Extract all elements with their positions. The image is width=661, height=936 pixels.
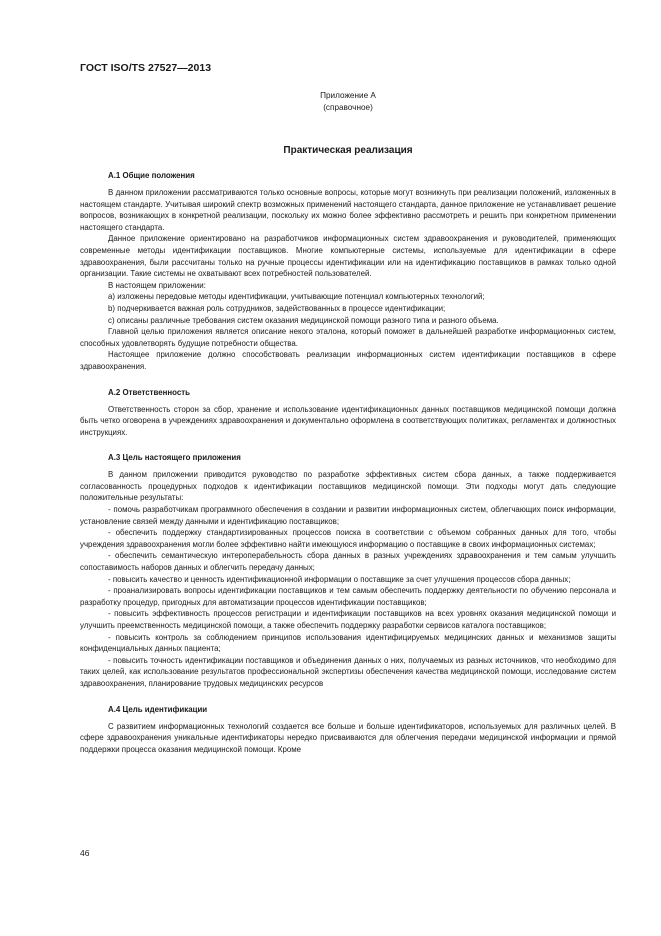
- page-number: 46: [80, 848, 90, 858]
- list-item: - помочь разработчикам программного обеспечения в создании и развитии информационных систем, облегчающих поиск информации, установление связей между данными и идентификацию поставщиков;: [80, 505, 616, 526]
- paragraph: Настоящее приложение должно способствовать реализации информационных систем идентификации поставщиков в сфере здравоохранения.: [80, 350, 616, 371]
- paragraph: В настоящем приложении:: [108, 280, 206, 290]
- annex-label: Приложение А: [320, 91, 376, 100]
- standard-header: ГОСТ ISO/TS 27527—2013: [80, 62, 212, 74]
- list-item: - повысить точность идентификации поставщиков и объединения данных о них, получаемых из разных источников, что необходимо для таких целей, как использование результатов профессиональной экспертизы обеспечения качества медицинской помощи, исследование систем здравоохранения, планирование трудовых медицинских ресурсов: [80, 655, 616, 688]
- list-item: - повысить качество и ценность идентификационной информации о поставщике за счет улучшения процессов сбора данных;: [108, 574, 571, 584]
- section-heading-a1: А.1 Общие положения: [108, 171, 195, 180]
- paragraph: Ответственность сторон за сбор, хранение и использование идентификационных данных поставщиков медицинской помощи должна быть четко оговорена в учреждениях здравоохранения и документально оформлена в соответствующих политиках, регламентах и должностных инструкциях.: [80, 404, 616, 437]
- paragraph: В данном приложении рассматриваются только основные вопросы, которые могут возникнуть при реализации положений, изложенных в настоящем стандарте. Учитывая широкий спектр возможных применений настоящего стандарта, данное приложение не устанавливает решение вопросов, возникающих в конкретной реализации, поскольку их можно более эффективно рассмотреть и решить при конкретном применении настоящего стандарта.: [80, 188, 616, 232]
- paragraph: С развитием информационных технологий создается все больше и больше идентификаторов, используемых для различных целей. В сфере здравоохранения уникальные идентификаторы нередко присваиваются для облегчения передачи медицинской информации и прямой поддержки процесса оказания медицинской помощи. Кроме: [80, 721, 616, 754]
- list-item: - повысить контроль за соблюдением принципов использования идентифицируемых медицинских данных и механизмов защиты конфиденциальных данных пациента;: [80, 632, 616, 654]
- list-item: c) описаны различные требования систем оказания медицинской помощи разного типа и разного объема.: [108, 315, 499, 325]
- paragraph: Главной целью приложения является описание некого эталона, который поможет в дальнейшей разработке информационных систем, способных удовлетворять будущие потребности общества.: [80, 327, 616, 348]
- section-heading-a4: А.4 Цель идентификации: [108, 704, 208, 714]
- list-item: - обеспечить поддержку стандартизированных процессов поиска в соответствии с объемом собранных данных для того, чтобы учреждения здравоохранения могли более эффективно найти имеющуюся информацию о поставщике в своих информационных системах;: [80, 528, 616, 549]
- list-item: b) подчеркивается важная роль сотрудников, задействованных в процессе идентификации;: [108, 303, 446, 313]
- list-item: - обеспечить семантическую интероперабельность сбора данных в разных учреждениях здравоохранения и тем самым улучшить сопоставимость наборов данных и облегчить передачу данных;: [80, 551, 616, 573]
- paragraph: Данное приложение ориентировано на разработчиков информационных систем здравоохранения и руководителей, применяющих современные методы идентификации поставщиков. Многие компьютерные системы, используемые для идентификации в сфере здравоохранения, были рассчитаны только на ручные процессы идентификации или на идентификацию поставщиков в рамках только одной организации. Такие системы не охватывают всех потребностей пользователей.: [80, 234, 616, 279]
- list-item: - проанализировать вопросы идентификации поставщиков и тем самым обеспечить поддержку деятельности по обучению персонала и разработку процедур, пригодных для автоматизации процессов идентификации поставщиков;: [80, 586, 616, 607]
- section-heading-a2: А.2 Ответственность: [108, 387, 191, 397]
- annex-status: (справочное): [323, 102, 373, 112]
- list-item: a) изложены передовые методы идентификации, учитывающие потенциал компьютерных технологий;: [108, 292, 485, 302]
- list-item: - повысить эффективность процессов регистрации и идентификации поставщиков на всех уровнях оказания медицинской помощи и улучшить преемственность медицинской помощи, а также обеспечить поддержку разработки сервисов каталога поставщиков;: [80, 609, 616, 630]
- document-page: [80, 62, 616, 755]
- paragraph: В данном приложении приводится руководство по разработке эффективных систем сбора данных, а также поддерживается согласованность процедурных подходов к идентификации поставщиков медицинской помощи. Эти подходы могут дать следующие положительные результаты:: [80, 470, 616, 503]
- section-heading-a3: А.3 Цель настоящего приложения: [108, 453, 241, 463]
- annex-title: Практическая реализация: [283, 145, 413, 156]
